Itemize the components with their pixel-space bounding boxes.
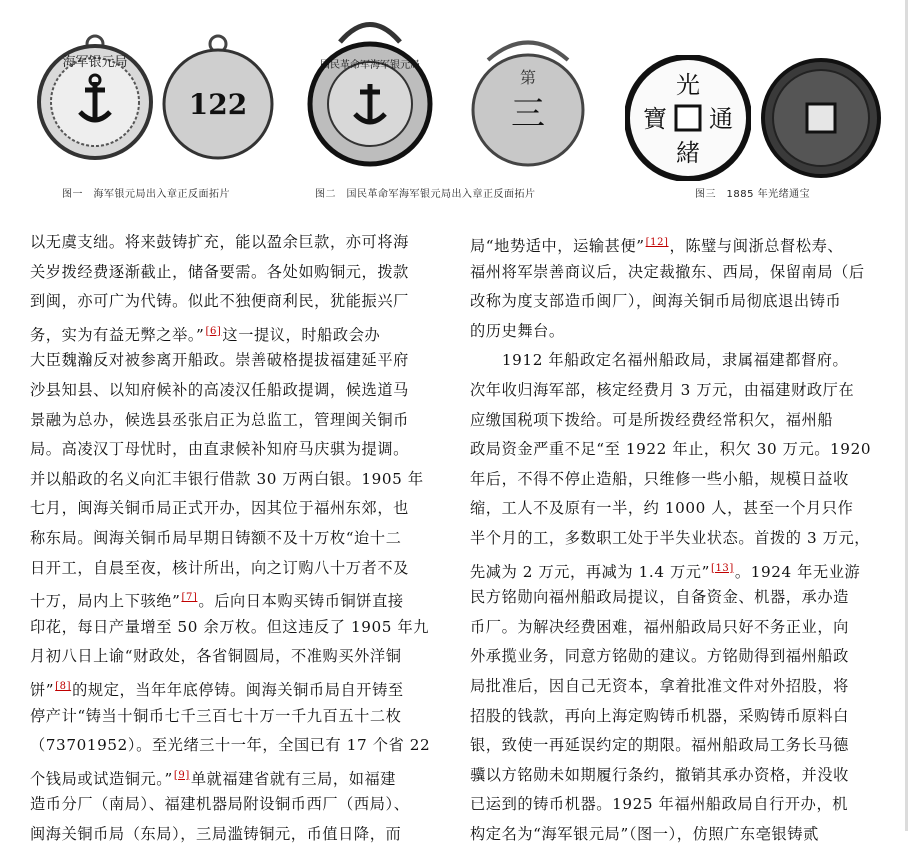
text-line	[470, 702, 871, 732]
coin-char-right: 通	[709, 105, 733, 133]
footnote-ref[interactable]: [7]	[181, 592, 198, 604]
line-text: 民方铭勋向福州船政局提议，自备资金、机器，承办造	[470, 588, 849, 607]
line-text-continued: 单就福建省就有三局，如福建	[190, 769, 397, 788]
text-line	[30, 613, 430, 643]
coin-char-left: 寶	[643, 105, 667, 133]
text-line	[30, 258, 430, 288]
line-text: 日开工，自晨至夜，核计所出，向之订购八十万者不及	[30, 558, 409, 577]
text-line	[470, 731, 871, 761]
text-line	[470, 554, 871, 584]
line-text: 务，实为有益无弊之举。”	[30, 325, 205, 344]
line-text: 已运到的铸币机器。1925 年福州船政局自行开办，机	[470, 795, 849, 814]
line-text: 关岁拨经费逐渐截止，储备要需。各处如购铜元，拨款	[30, 262, 409, 281]
figure-2-back-numeral: 三	[511, 94, 545, 134]
line-text: 景融为总办，候选县丞张启正为总监工，管理闽关铜币	[30, 410, 409, 429]
coin-char-top: 光	[676, 71, 700, 99]
left-text-column	[30, 228, 430, 849]
line-text: 十万，局内上下骇绝”	[30, 592, 181, 611]
text-line	[30, 642, 430, 672]
line-text: 局“地势适中，运输甚便”	[470, 237, 645, 255]
figure-1-token-front	[30, 30, 160, 160]
text-line	[30, 524, 430, 554]
line-text: 次年收归海军部，核定经费月 3 万元，由福建财政厅在	[470, 380, 855, 399]
line-text: 外承揽业务，同意方铭勋的建议。方铭勋得到福州船政	[470, 647, 849, 666]
line-text-continued: 的规定，当年年底停铸。闽海关铜币局自开铸至	[72, 680, 404, 699]
line-text: 闽海关铜币局（东局），三局滥铸铜元，币值日降，而	[30, 824, 402, 843]
line-text: 的历史舞台。	[470, 321, 565, 340]
figure-1-token-back	[158, 30, 278, 160]
text-line	[470, 435, 871, 465]
line-text: 构定名为“海军银元局”（图一），仿照广东亳银铸贰	[470, 824, 819, 843]
line-text: 造币分厂（南局）、福建机器局附设铜币西厂（西局）、	[30, 795, 410, 814]
text-line	[30, 494, 430, 524]
footnote-ref[interactable]: [13]	[710, 562, 734, 574]
line-text-continued: ，陈璧与闽浙总督松寿、	[669, 237, 844, 255]
text-line	[30, 761, 430, 791]
line-text: 改称为度支部造币闽厂），闽海关铜币局彻底退出铸币	[470, 292, 842, 311]
line-text: （73701952）。至光绪三十一年，全国已有 17 个省 22	[30, 736, 431, 755]
footnote-ref[interactable]: [12]	[645, 237, 669, 248]
figure-3-caption: 图三 1885 年光绪通宝	[695, 189, 811, 200]
line-text: 福州将军崇善商议后，决定裁撤东、西局，保留南局（后	[470, 262, 865, 281]
text-line	[470, 465, 871, 495]
text-line	[30, 583, 430, 613]
text-line	[470, 583, 871, 613]
text-line	[30, 702, 430, 732]
text-line	[30, 554, 430, 584]
text-line	[30, 465, 430, 495]
text-line	[30, 287, 430, 317]
text-line	[30, 346, 430, 376]
line-text: 饼”	[30, 680, 55, 699]
figure-3-coin-back	[760, 57, 882, 179]
text-line	[470, 317, 871, 347]
figure-row	[0, 0, 908, 215]
line-text: 到闽，亦可广为代铸。似此不独便商利民，犹能振兴厂	[30, 292, 409, 311]
line-text: 先减为 2 万元，再减为 1.4 万元”	[470, 562, 710, 581]
line-text: 七月，闽海关铜币局正式开办，因其位于福州东郊，也	[30, 499, 409, 518]
line-text: 月初八日上谕“财政处，各省铜圆局，不准购买外洋铜	[30, 647, 402, 666]
line-text: 银，致使一再延误约定的期限。福州船政局工务长马德	[470, 736, 849, 755]
text-line	[30, 406, 430, 436]
line-text-continued: 。1924 年无业游	[734, 562, 861, 581]
line-text: 应缴国税项下拨给。可是所拨经费经常积欠，福州船	[470, 410, 834, 429]
text-line	[470, 376, 871, 406]
figure-1-back-number: 122	[188, 88, 248, 121]
text-line	[470, 228, 871, 258]
line-text: 招股的钱款，再向上海定购铸币机器，采购铸币原料白	[470, 706, 849, 725]
text-line	[470, 406, 871, 436]
text-line	[30, 317, 430, 347]
line-text: 半个月的工，多数职工处于半失业状态。首拨的 3 万元，	[470, 528, 871, 547]
footnote-ref[interactable]: [6]	[205, 325, 222, 337]
text-line	[470, 790, 871, 820]
line-text: 缩，工人不及原有一半，约 1000 人，甚至一个月只作	[470, 499, 854, 518]
text-line	[30, 672, 430, 702]
line-text: 骥以方铭勋未如期履行条约，撤销其承办资格，并没收	[470, 765, 849, 784]
figure-2-token-front	[305, 12, 435, 172]
text-line	[470, 820, 871, 849]
line-text-continued: 这一提议，时船政会办	[222, 325, 381, 344]
figure-2-back-prefix: 第	[519, 68, 537, 87]
line-text: 1912 年船政定名福州船政局，隶属福建都督府。	[501, 351, 849, 370]
line-text: 并以船政的名义向汇丰银行借款 30 万两白银。1905 年	[30, 469, 424, 488]
figure-2-caption: 图二 国民革命军海军银元局出入章正反面拓片	[315, 189, 536, 200]
line-text: 币厂。为解决经费困难，福州船政局只好不务正业，向	[470, 617, 849, 636]
text-line	[470, 613, 871, 643]
line-text: 政局资金严重不足“至 1922 年止，积欠 30 万元。1920	[470, 440, 872, 459]
text-line	[30, 790, 430, 820]
text-line	[30, 228, 430, 258]
text-line	[470, 761, 871, 791]
coin-char-bottom: 緒	[676, 139, 700, 167]
text-line	[470, 642, 871, 672]
line-text: 大臣魏瀚反对被参离开船政。崇善破格提拔福建延平府	[30, 351, 409, 370]
line-text-continued: 。后向日本购买铸币铜饼直接	[198, 592, 404, 611]
figure-3-coin-front	[625, 55, 751, 181]
line-text: 沙县知县、以知府候补的高凌汉任船政提调，候选道马	[30, 380, 409, 399]
footnote-ref[interactable]: [8]	[55, 680, 72, 692]
text-line	[470, 346, 871, 376]
text-line	[30, 731, 430, 761]
footnote-ref[interactable]: [9]	[173, 769, 190, 781]
figure-2-front-legend: 国民革命军海军银元局	[320, 60, 420, 71]
text-line	[30, 820, 430, 849]
right-text-column	[470, 228, 871, 849]
figure-1-caption: 图一 海军银元局出入章正反面拓片	[62, 189, 230, 200]
text-line	[30, 376, 430, 406]
line-text: 局。高凌汉丁母忧时，由直隶候补知府马庆骐为提调。	[30, 440, 409, 459]
text-line	[470, 287, 871, 317]
figure-1-front-legend: 海军银元局	[62, 55, 128, 70]
text-line	[470, 672, 871, 702]
text-line	[470, 494, 871, 524]
text-line	[470, 258, 871, 288]
line-text: 以无虞支绌。将来鼓铸扩充，能以盈余巨款，亦可将海	[30, 233, 409, 251]
figure-2-token-back	[458, 25, 598, 170]
line-text: 局批准后，因自己无资本，拿着批准文件对外招股，将	[470, 676, 849, 695]
text-line	[30, 435, 430, 465]
line-text: 称东局。闽海关铜币局早期日铸额不及十万枚“迨十二	[30, 528, 402, 547]
line-text: 个钱局或试造铜元。”	[30, 769, 173, 788]
text-line	[470, 524, 871, 554]
line-text: 停产计“铸当十铜币七千三百七十万一千九百五十二枚	[30, 706, 402, 725]
line-text: 印花，每日产量增至 50 余万枚。但这违反了 1905 年九	[30, 617, 430, 636]
line-text: 年后，不得不停止造船，只维修一些小船，规模日益收	[470, 469, 849, 488]
